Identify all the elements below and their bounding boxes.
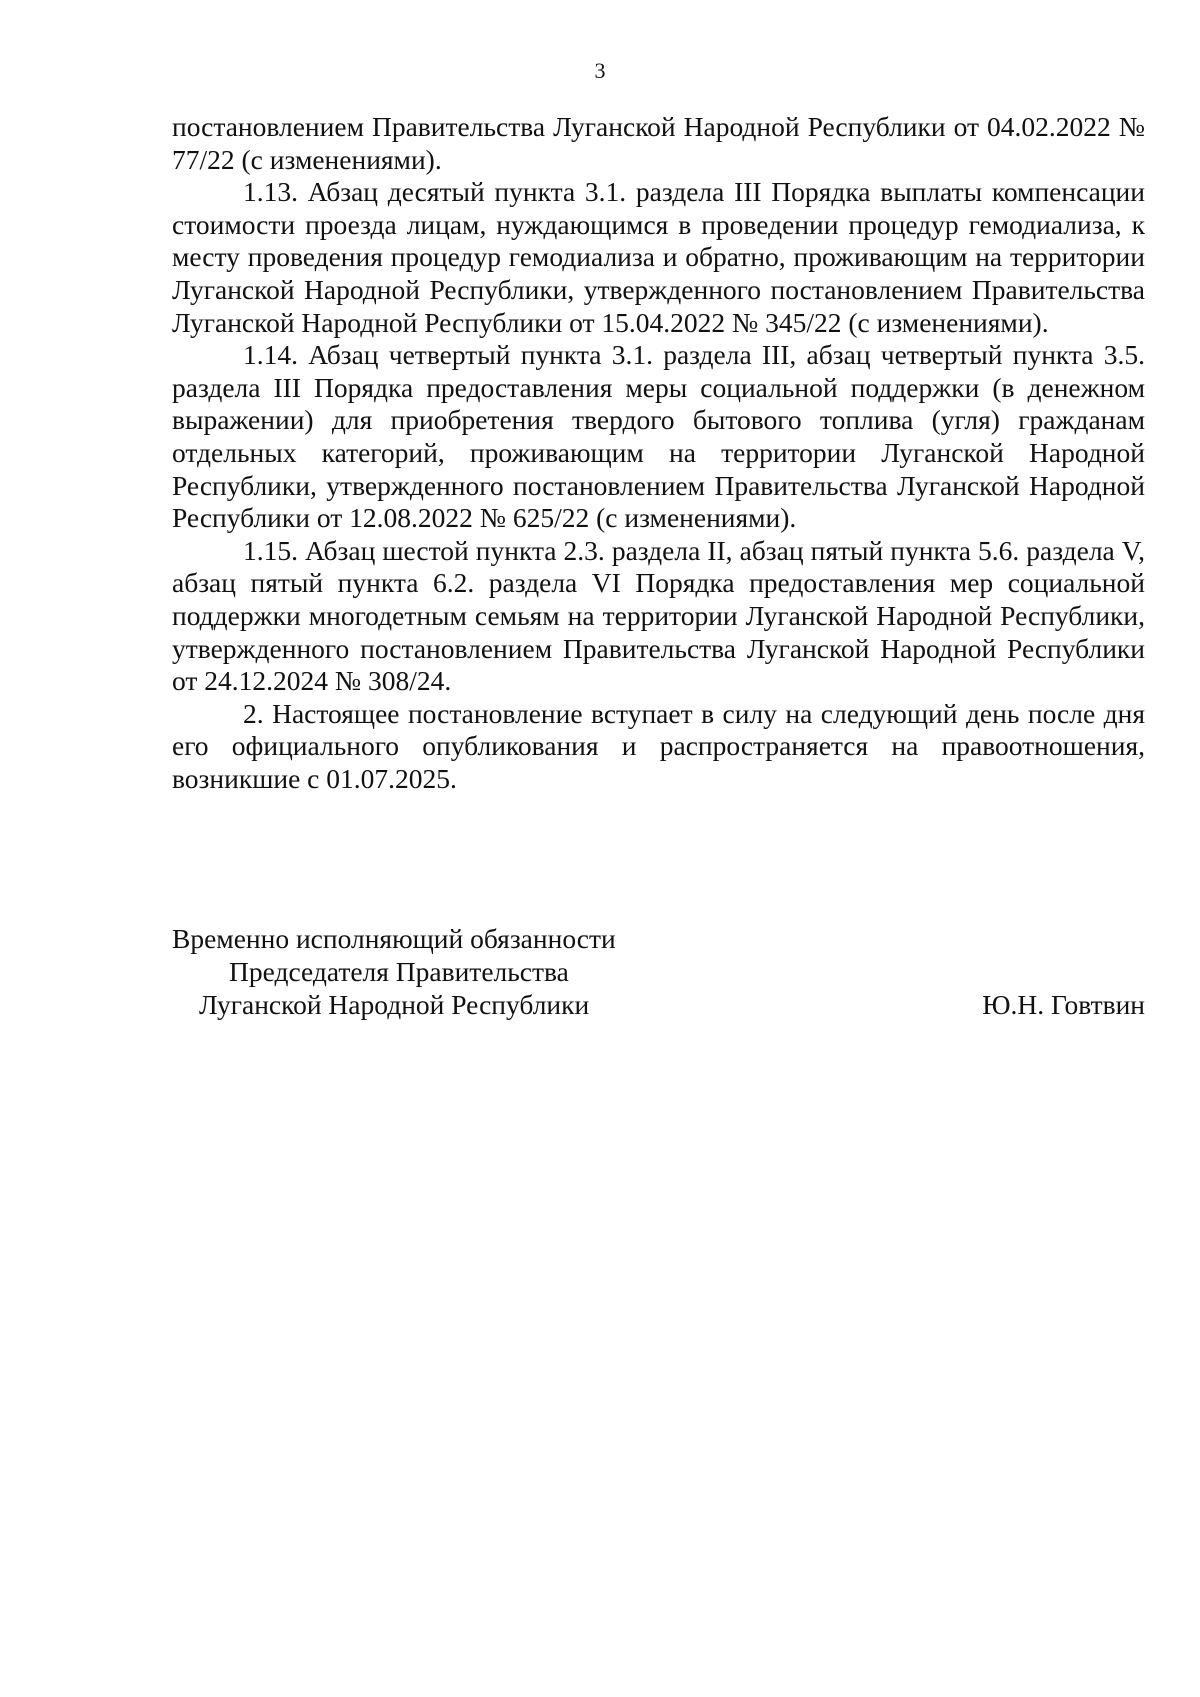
paragraph-continued: постановлением Правительства Луганской Народной Республики от 04.02.2022 № 77/22 (с изменениями). <box>172 111 1145 175</box>
paragraph-2: 2. Настоящее постановление вступает в силу на следующий день после дня его официального опубликования и распространяется на правоотношения, возникшие с 01.07.2025. <box>172 697 1145 794</box>
signature-block <box>172 922 1145 1032</box>
signatory-name: Ю.Н. Говтвин <box>982 989 1145 1020</box>
paragraph-1-14: 1.14. Абзац четвертый пункта 3.1. раздела III, абзац четвертый пункта 3.5. раздела III Порядка предоставления меры социальной поддержки (в денежном выражении) для приобретения твердого бытового топлива (угля) гражданам отдельных категорий, проживающим на территории Луганской Народной Республики, утвержденного постановлением Правительства Луганской Народной Республики от 12.08.2022 № 625/22 (с изменениями). <box>172 339 1145 534</box>
signatory-title-line-2: Председателя Правительства <box>229 956 569 987</box>
signatory-title-line-3: Луганской Народной Республики <box>199 989 590 1020</box>
signatory-title-line-1: Временно исполняющий обязанности <box>172 923 616 954</box>
page-number: 3 <box>594 58 606 83</box>
paragraph-1-15: 1.15. Абзац шестой пункта 2.3. раздела II, абзац пятый пункта 5.6. раздела V, абзац пятый пункта 6.2. раздела VI Порядка предоставления мер социальной поддержки многодетным семьям на территории Луганской Народной Республики, утвержденного постановлением Правительства Луганской Народной Республики от 24.12.2024 № 308/24. <box>172 534 1145 697</box>
paragraph-1-13: 1.13. Абзац десятый пункта 3.1. раздела III Порядка выплаты компенсации стоимости проезда лицам, нуждающимся в проведении процедур гемодиализа, к месту проведения процедур гемодиализа и обратно, проживающим на территории Луганской Народной Республики, утвержденного постановлением Правительства Луганской Народной Республики от 15.04.2022 № 345/22 (с изменениями). <box>172 176 1145 338</box>
document-body <box>172 111 1145 795</box>
